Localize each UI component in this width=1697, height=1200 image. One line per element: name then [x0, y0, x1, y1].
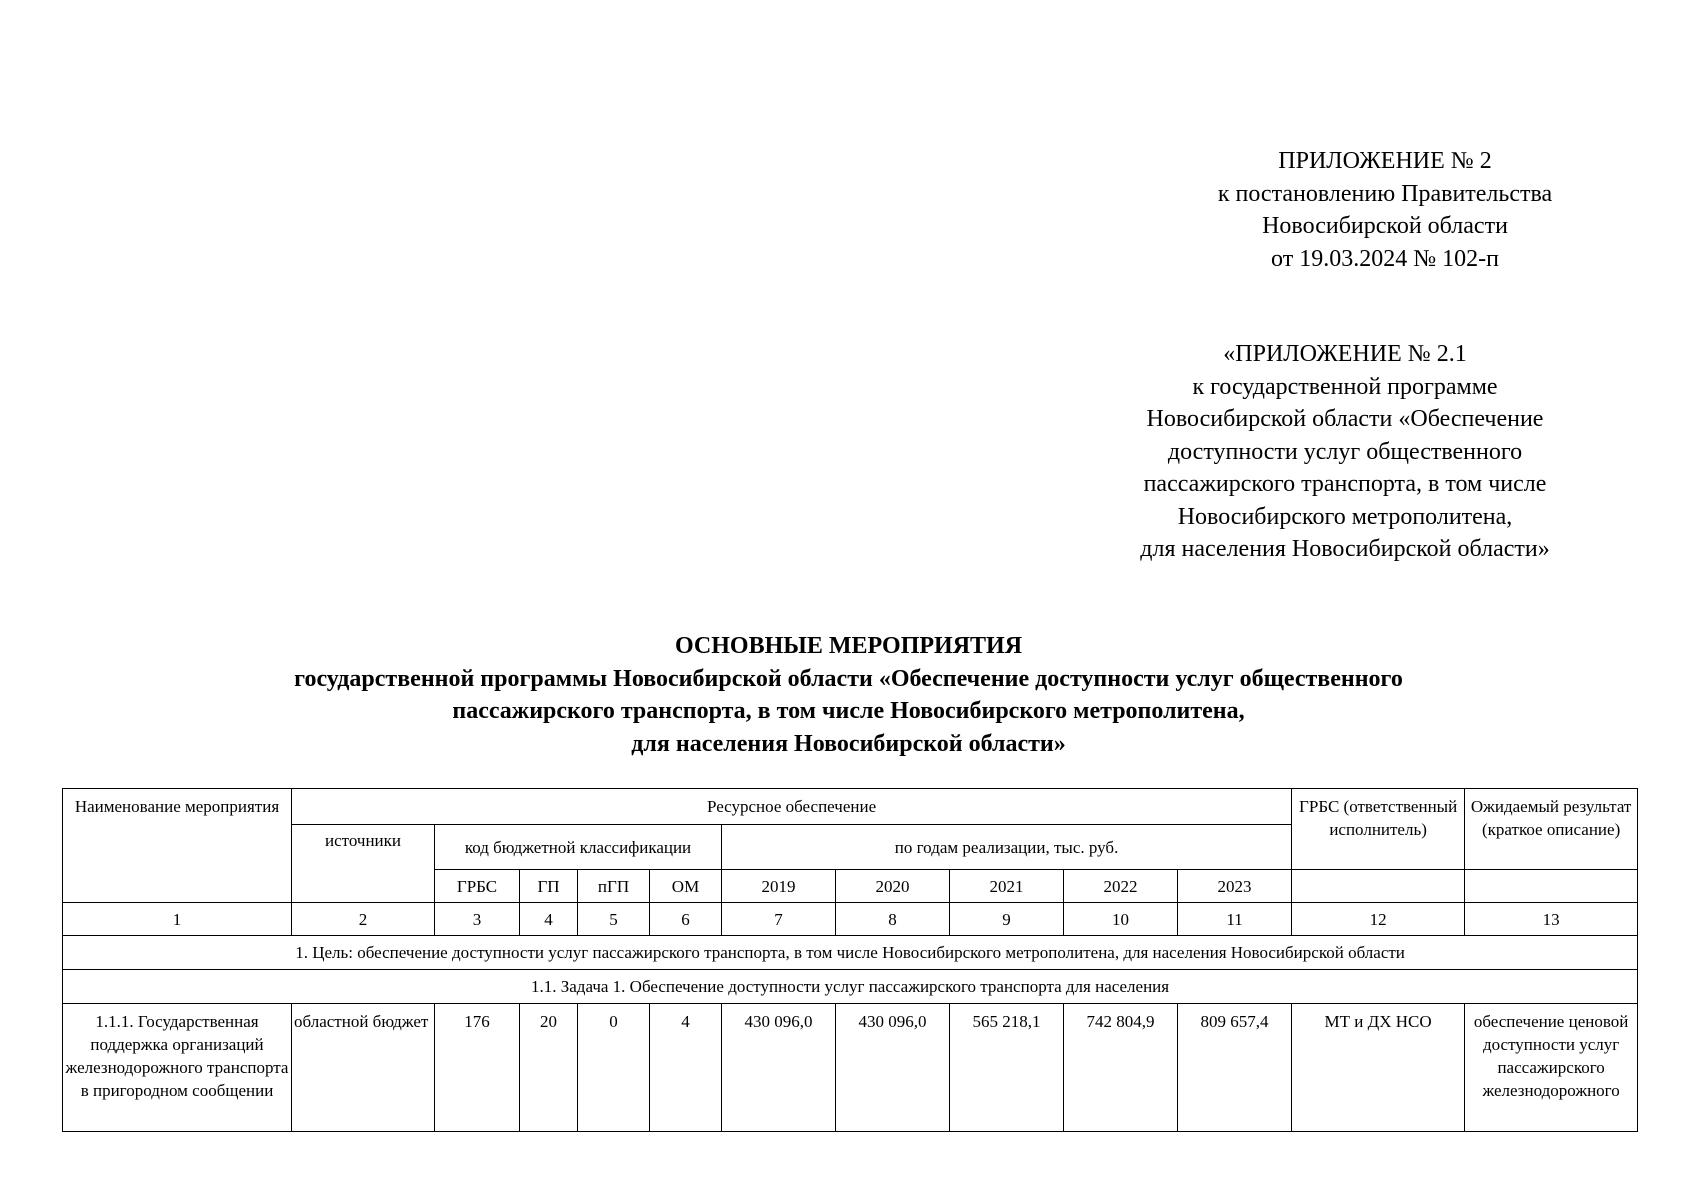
expected-result-cell: обеспечение ценовой доступности услуг пассажирского железнодорожного [1465, 1004, 1638, 1132]
gp-code-cell: 20 [520, 1004, 578, 1132]
column-number: 10 [1064, 903, 1178, 936]
appendix-sub-line: доступности услуг общественного [1167, 438, 1523, 465]
appendix-sub-line: Новосибирского метрополитена, [1177, 503, 1513, 530]
appendix-ref-line: Новосибирской области [1262, 213, 1508, 239]
column-number: 12 [1292, 903, 1465, 936]
header-code-grbs: ГРБС [435, 870, 520, 903]
header-empty-cell [1292, 870, 1465, 903]
pgp-code-cell: 0 [578, 1004, 650, 1132]
column-number: 9 [950, 903, 1064, 936]
title-line: государственной программы Новосибирской области «Обеспечение доступности услуг общественного [294, 665, 1403, 692]
appendix-sub-line: для населения Новосибирской области» [1140, 536, 1550, 562]
appendix-date-number: от 19.03.2024 № 102-п [1271, 245, 1499, 272]
amount-2021-cell: 565 218,1 [950, 1004, 1064, 1132]
appendix-sub-line: Новосибирской области «Обеспечение [1146, 406, 1544, 432]
title-line: пассажирского транспорта, в том числе Новосибирского метрополитена, [452, 698, 1245, 724]
header-code-pgp: пГП [578, 870, 650, 903]
appendix-sub-line: пассажирского транспорта, в том числе [1143, 471, 1547, 497]
appendix-sub-header [1065, 338, 1625, 566]
task-row: 1.1. Задача 1. Обеспечение доступности услуг пассажирского транспорта для населения [63, 970, 1638, 1004]
main-events-table [62, 788, 1638, 1132]
column-number: 6 [650, 903, 722, 936]
header-empty-cell [1465, 870, 1638, 903]
column-number: 2 [292, 903, 435, 936]
executor-cell: МТ и ДХ НСО [1292, 1004, 1465, 1132]
title-line: ОСНОВНЫЕ МЕРОПРИЯТИЯ [674, 633, 1023, 659]
amount-2020-cell: 430 096,0 [836, 1004, 950, 1132]
column-number: 13 [1465, 903, 1638, 936]
appendix-sub-number: «ПРИЛОЖЕНИЕ № 2.1 [1223, 341, 1467, 367]
header-year: 2019 [722, 870, 836, 903]
header-year: 2022 [1064, 870, 1178, 903]
column-number: 1 [63, 903, 292, 936]
header-year: 2021 [950, 870, 1064, 903]
header-grbs-executor: ГРБС (ответственный исполнитель) [1292, 789, 1465, 870]
event-name-cell: 1.1.1. Государственная поддержка организаций железнодорожного транспорта в пригородном сообщении [63, 1004, 292, 1132]
table-row [63, 1004, 1638, 1132]
column-number: 7 [722, 903, 836, 936]
header-budget-code: код бюджетной классификации [435, 825, 722, 870]
amount-2019-cell: 430 096,0 [722, 1004, 836, 1132]
document-title [0, 630, 1697, 760]
appendix-ref-line: к постановлению Правительства [1217, 180, 1553, 207]
grbs-code-cell: 176 [435, 1004, 520, 1132]
title-line: для населения Новосибирской области» [631, 730, 1066, 757]
column-number: 4 [520, 903, 578, 936]
amount-2023-cell: 809 657,4 [1178, 1004, 1292, 1132]
goal-row: 1. Цель: обеспечение доступности услуг пассажирского транспорта, в том числе Новосибирского метрополитена, для населения Новосибирской области [63, 936, 1638, 970]
appendix-number: ПРИЛОЖЕНИЕ № 2 [1278, 148, 1492, 174]
header-code-om: ОМ [650, 870, 722, 903]
source-cell: областной бюджет [292, 1004, 435, 1132]
header-year: 2020 [836, 870, 950, 903]
header-year: 2023 [1178, 870, 1292, 903]
column-number: 8 [836, 903, 950, 936]
header-resources: Ресурсное обеспечение [292, 789, 1292, 825]
header-expected-result: Ожидаемый результат (краткое описание) [1465, 789, 1638, 870]
column-number: 5 [578, 903, 650, 936]
header-by-years: по годам реализации, тыс. руб. [722, 825, 1292, 870]
header-event-name: Наименование мероприятия [63, 789, 292, 903]
om-code-cell: 4 [650, 1004, 722, 1132]
column-number: 11 [1178, 903, 1292, 936]
header-code-gp: ГП [520, 870, 578, 903]
header-sources: источники [292, 825, 435, 903]
amount-2022-cell: 742 804,9 [1064, 1004, 1178, 1132]
appendix-main-header [1160, 145, 1610, 275]
column-number: 3 [435, 903, 520, 936]
appendix-sub-line: к государственной программе [1192, 373, 1498, 400]
